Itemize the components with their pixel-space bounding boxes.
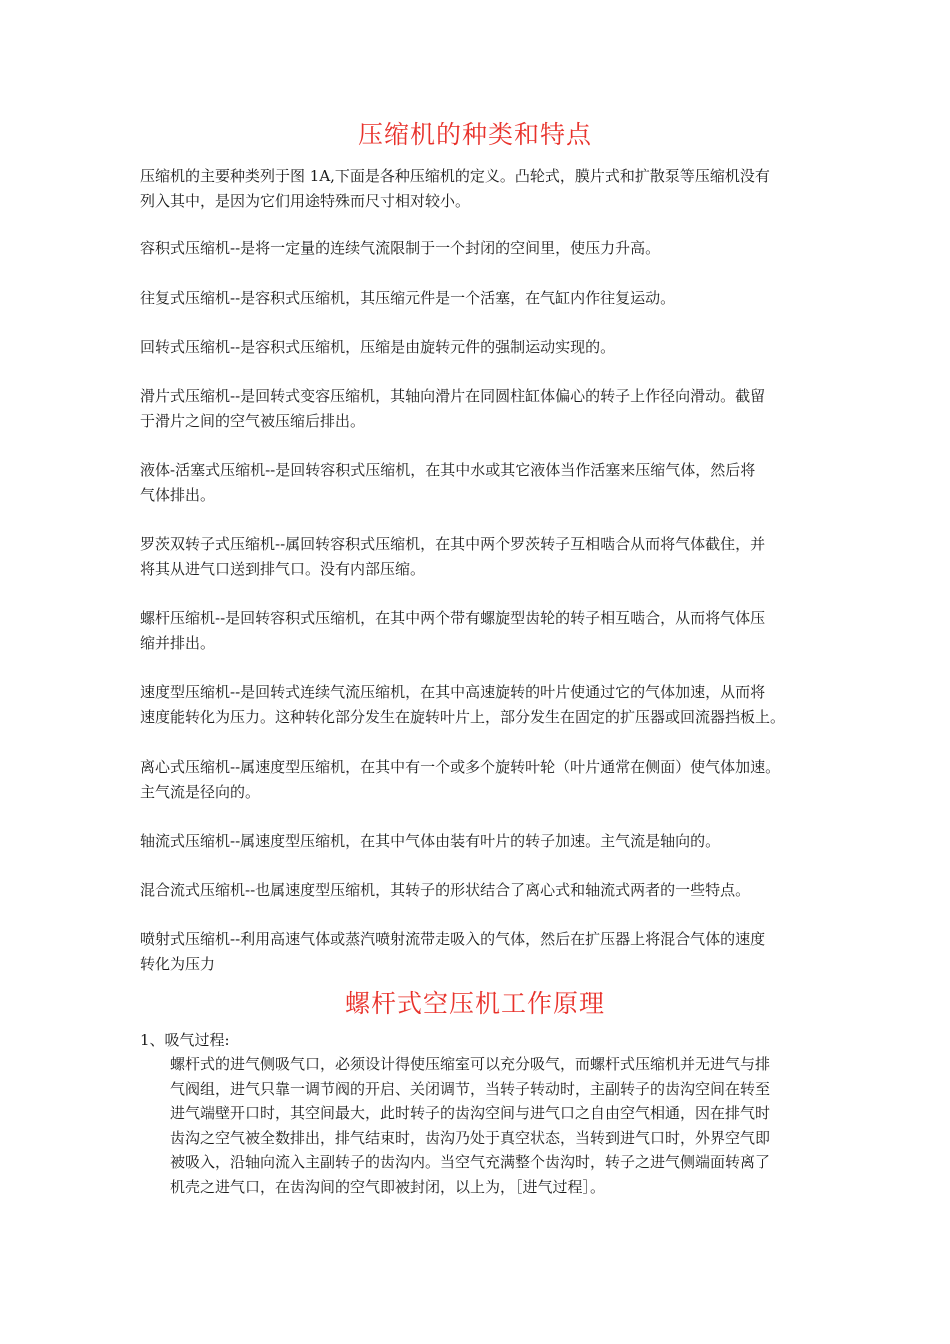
paragraph-intake-process [170,1052,830,1199]
text-line: 喷射式压缩机--利用高速气体或蒸汽喷射流带走吸入的气体，然后在扩压器上将混合气体的速度 [140,930,766,948]
text-line: 回转式压缩机--是容积式压缩机，压缩是由旋转元件的强制运动实现的。 [140,338,616,356]
paragraph-liquid-piston [140,458,830,508]
text-line: 混合流式压缩机--也属速度型压缩机，其转子的形状结合了离心式和轴流式两者的一些特点。 [140,881,751,899]
text-line: 滑片式压缩机--是回转式变容压缩机，其轴向滑片在同圆柱缸体偏心的转子上作径向滑动。截留 [140,387,766,405]
text-line: 液体-活塞式压缩机--是回转容积式压缩机，在其中水或其它液体当作活塞来压缩气体，然后将 [140,461,756,479]
paragraph-axial [140,829,830,854]
paragraph-ejector [140,927,830,977]
section-title-screw-compressor-principle: 螺杆式空压机工作原理 [344,989,605,1018]
paragraph-screw [140,606,830,656]
text-line: 于滑片之间的空气被压缩后排出。 [140,412,366,430]
text-line: 罗茨双转子式压缩机--属回转容积式压缩机，在其中两个罗茨转子互相啮合从而将气体截住，并 [140,535,766,553]
text-line: 螺杆式的进气侧吸气口，必须设计得使压缩室可以充分吸气，而螺杆式压缩机并无进气与排 [170,1055,771,1073]
text-line: 齿沟之空气被全数排出，排气结束时，齿沟乃处于真空状态，当转到进气口时，外界空气即 [170,1128,771,1147]
text-line: 轴流式压缩机--属速度型压缩机，在其中气体由装有叶片的转子加速。主气流是轴向的。 [140,832,721,850]
paragraph-roots-blower [140,532,830,582]
paragraph-reciprocating [140,286,830,311]
paragraph-rotary [140,335,830,360]
text-line: 速度能转化为压力。这种转化部分发生在旋转叶片上，部分发生在固定的扩压器或回流器挡板上。 [140,708,786,726]
text-line: 容积式压缩机--是将一定量的连续气流限制于一个封闭的空间里，使压力升高。 [140,239,661,257]
text-line: 螺杆压缩机--是回转容积式压缩机，在其中两个带有螺旋型齿轮的转子相互啮合，从而将气体压 [140,609,766,627]
list-item-label-intake: 1、吸气过程: [140,1031,230,1049]
paragraph-dynamic [140,680,830,730]
text-line: 主气流是径向的。 [140,783,261,801]
text-line: 气体排出。 [140,486,216,504]
text-line: 被吸入，沿轴向流入主副转子的齿沟内。当空气充满整个齿沟时，转子之进气侧端面转离了 [170,1153,771,1171]
text-line: 转化为压力 [140,955,216,973]
paragraph-sliding-vane [140,384,830,434]
paragraph-mixed-flow [140,878,830,903]
text-line: 气阀组，进气只靠一调节阀的开启、关闭调节，当转子转动时，主副转子的齿沟空间在转至 [170,1079,771,1098]
text-line: 压缩机的主要种类列于图 1A,下面是各种压缩机的定义。凸轮式，膜片式和扩散泵等压缩机没有 [140,167,770,185]
text-line: 缩并排出。 [140,634,216,652]
text-line: 往复式压缩机--是容积式压缩机，其压缩元件是一个活塞，在气缸内作往复运动。 [140,289,676,307]
paragraph-intro [140,164,830,214]
paragraph-centrifugal [140,755,830,805]
text-line: 机壳之进气口，在齿沟间的空气即被封闭，以上为，［进气过程］。 [170,1177,606,1196]
section-title-compressor-types: 压缩机的种类和特点 [357,120,592,149]
text-line: 离心式压缩机--属速度型压缩机，在其中有一个或多个旋转叶轮（叶片通常在侧面）使气体加速。 [140,758,781,776]
text-line: 进气端壁开口时，其空间最大，此时转子的齿沟空间与进气口之自由空气相通，因在排气时 [170,1104,771,1122]
text-line: 列入其中，是因为它们用途特殊而尺寸相对较小。 [140,192,471,210]
text-line: 将其从进气口送到排气口。没有内部压缩。 [140,560,426,578]
paragraph-positive-displacement [140,236,830,261]
text-line: 速度型压缩机--是回转式连续气流压缩机，在其中高速旋转的叶片使通过它的气体加速，从而将 [140,683,766,701]
